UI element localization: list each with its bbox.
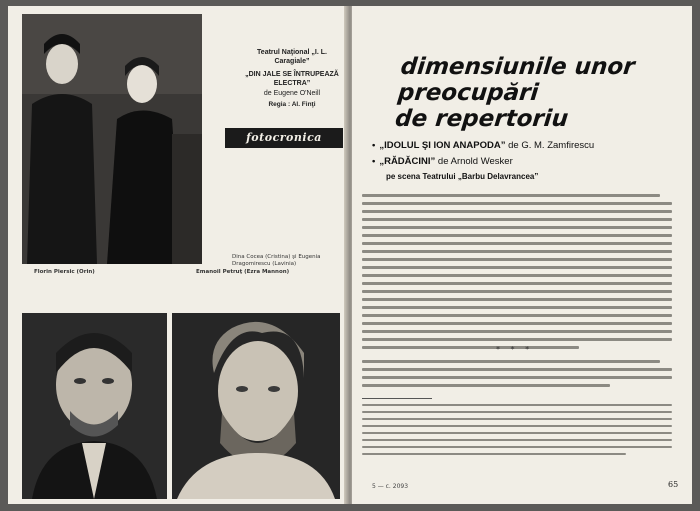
caption-right-photo: Emanoil Petruţ (Ezra Mannon) [196, 269, 290, 275]
fotocronica-banner: fotocronica [225, 128, 343, 148]
photo-actresses-image [22, 14, 202, 264]
photo-actor-right-image [172, 313, 340, 499]
bullet-icon: • [372, 140, 376, 151]
subtitle-1 [372, 140, 594, 151]
caption-left-photo: Florin Piersic (Orin) [34, 269, 95, 275]
subtitle-1-author: de G. M. Zamfirescu [508, 140, 595, 151]
caption-top-photo: Dina Cocea (Cristina) şi Eugenia Dragomirescu (Lavinia) [232, 254, 321, 267]
play-title: „DIN JALE SE ÎNTRUPEAZĂ ELECTRA” [245, 71, 339, 87]
section-separator: * * * [496, 345, 534, 354]
subtitle-1-title: „IDOLUL ŞI ION ANAPODA” [379, 140, 506, 151]
bullet-icon: • [372, 156, 376, 167]
headline-line-1: dimensiunile unor preocupări [396, 54, 636, 106]
scene-line: pe scena Teatrului „Barbu Delavrancea” [386, 172, 539, 181]
subtitle-2-title: „RĂDĂCINI” [379, 156, 436, 167]
left-page [8, 6, 348, 504]
folio-mark: 5 — c. 2093 [372, 483, 409, 490]
article-headline [394, 54, 672, 132]
subtitle-2-author: de Arnold Wesker [437, 156, 513, 167]
footnotes [362, 404, 672, 460]
article-body [362, 194, 672, 354]
page-number: 65 [668, 480, 679, 489]
theatre-name: Teatrul Naţional „I. L. Caragiale” [257, 49, 327, 65]
subtitle-2 [372, 156, 513, 167]
play-author: de Eugene O'Neill [263, 90, 321, 97]
photo-actresses [22, 14, 202, 264]
article-body-continued [362, 360, 672, 392]
photo-actor-right [172, 313, 340, 499]
headline-line-2: de repertoriu [393, 106, 570, 132]
theatre-credits [242, 48, 342, 109]
photo-actor-left [22, 313, 167, 499]
footnote-rule [362, 398, 432, 399]
play-direction: Regia : Al. Finţi [268, 101, 316, 108]
photo-actor-left-image [22, 313, 167, 499]
